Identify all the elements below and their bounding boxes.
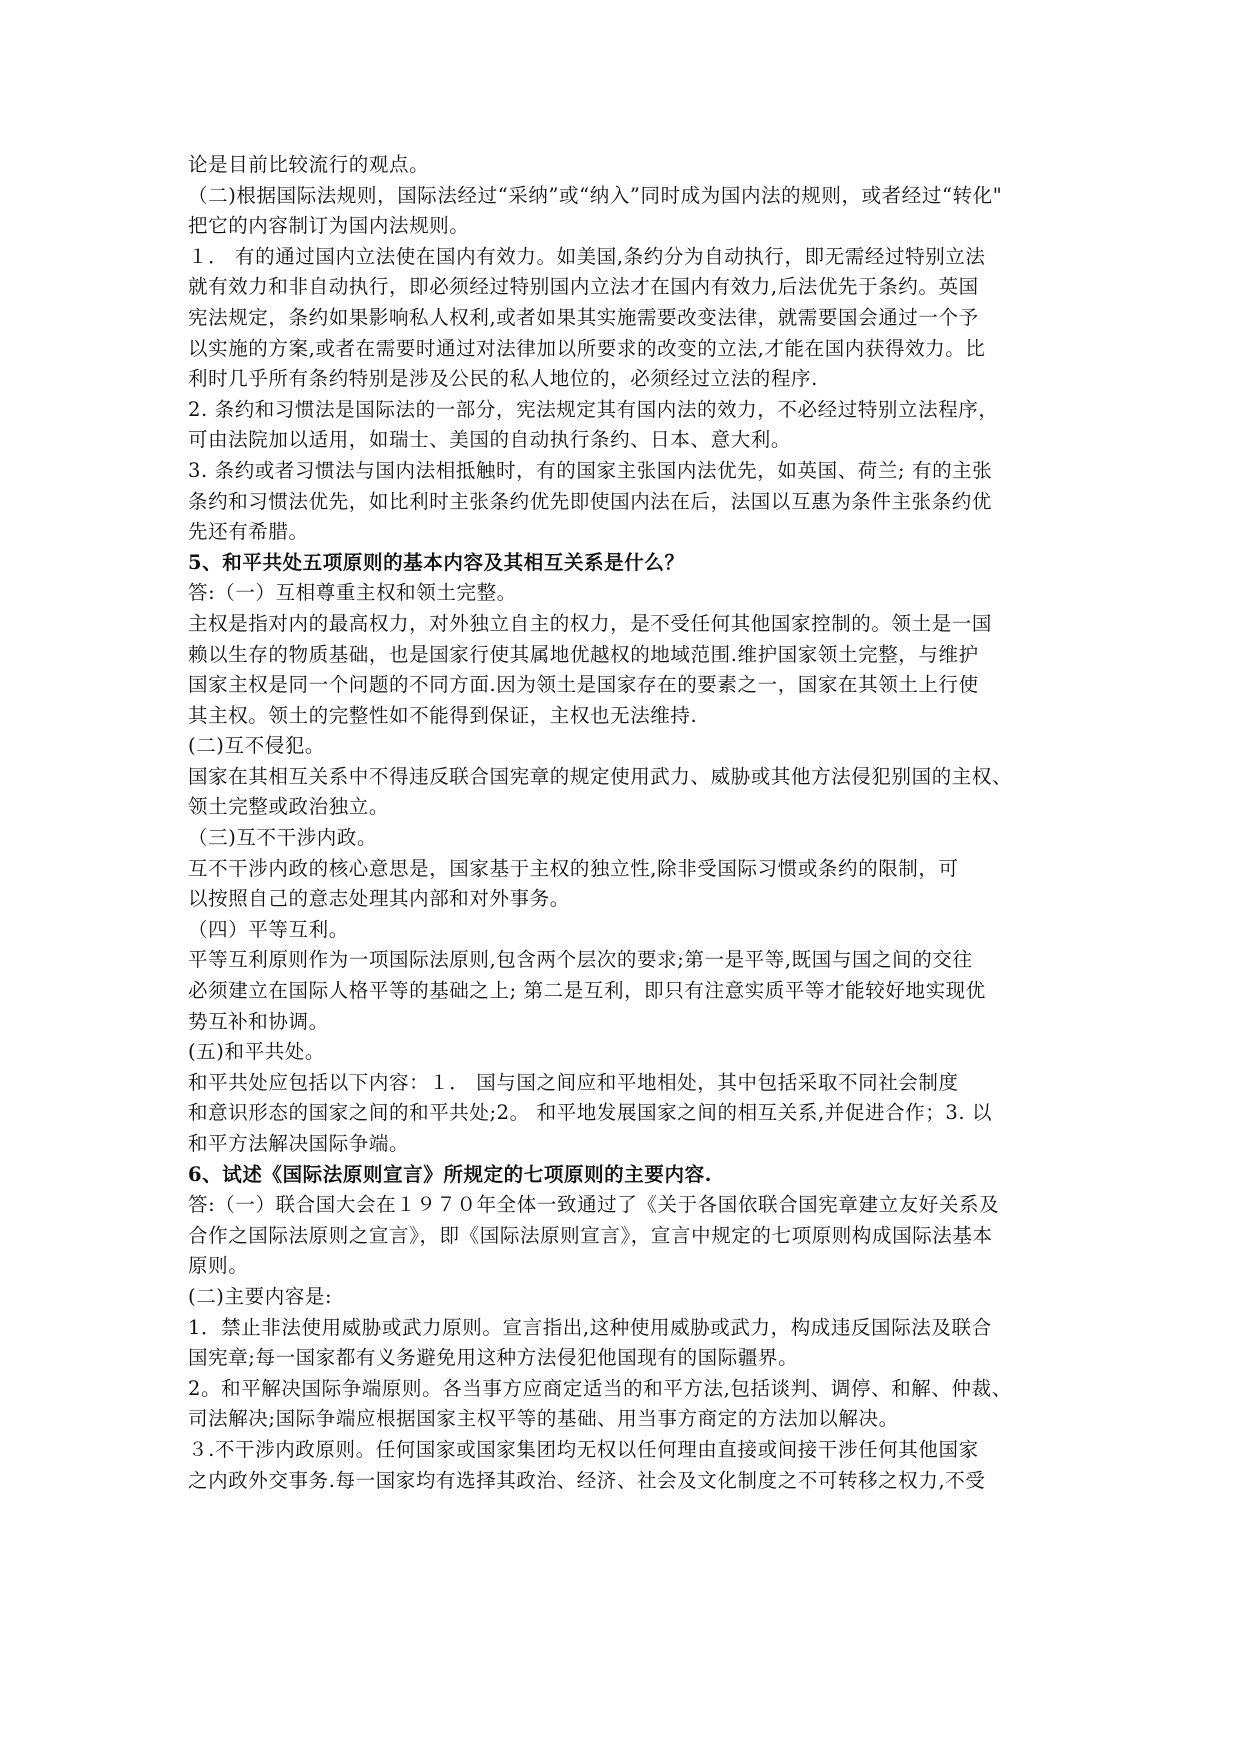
text-line: 国家在其相互关系中不得违反联合国宪章的规定使用武力、威胁或其他方法侵犯别国的主权、 [188,764,1013,788]
text-line: 和平方法解决国际争端。 [188,1132,410,1155]
text-line: 主权是指对内的最高权力，对外独立自主的权力，是不受任何其他国家控制的。领土是一国 [188,611,993,635]
text-line: 合作之国际法原则之宣言》，即《国际法原则宣言》，宣言中规定的七项原则构成国际法基本 [188,1223,993,1247]
text-line: 以按照自己的意志处理其内部和对外事务。 [188,887,570,911]
text-line: 2. 条约和习惯法是国际法的一部分，宪法规定其有国内法的效力，不必经过特别立法程序， [188,397,999,421]
text-line: 2。和平解决国际争端原则。各当事方应商定适当的和平方法,包括谈判、调停、和解、仲裁、 [188,1376,1012,1400]
text-line: （四）平等互利。 [188,917,349,941]
text-line: 论是目前比较流行的观点。 [188,153,430,176]
text-line: 平等互利原则作为一项国际法原则,包含两个层次的要求;第一是平等,既国与国之间的交往 [188,948,973,972]
text-line: 答:（一）互相尊重主权和领土完整。 [188,581,517,605]
text-line: 条约和习惯法优先，如比利时主张条约优先即使国内法在后，法国以互惠为条件主张条约优 [188,489,993,513]
text-line: 司法解决;国际争端应根据国家主权平等的基础、用当事方商定的方法加以解决。 [188,1407,899,1431]
section-heading: 5、和平共处五项原则的基本内容及其相互关系是什么？ [188,550,685,574]
text-line: 1．禁止非法使用威胁或武力原则。宣言指出,这种使用威胁或武力，构成违反国际法及联合 [188,1315,992,1339]
text-line: 互不干涉内政的核心意思是，国家基于主权的独立性,除非受国际习惯或条约的限制，可 [188,856,959,880]
document-page [188,150,1068,1496]
text-line: 国宪章;每一国家都有义务避免用这种方法侵犯他国现有的国际疆界。 [188,1346,799,1370]
text-line: ３.不干涉内政原则。任何国家或国家集团均无权以任何理由直接或间接干涉任何其他国家 [188,1437,979,1461]
text-line: 势互补和协调。 [188,1009,329,1033]
text-line: 3. 条约或者习惯法与国内法相抵触时，有的国家主张国内法优先，如英国、荷兰; 有的主张 [188,458,993,482]
text-line: 把它的内容制订为国内法规则。 [188,214,470,238]
text-line: 和意识形态的国家之间的和平共处;2。 和平地发展国家之间的相互关系,并促进合作；3. 以 [188,1101,993,1125]
text-line: 国家主权是同一个问题的不同方面.因为领土是国家存在的要素之一，国家在其领土上行使 [188,673,979,697]
text-line: 宪法规定，条约如果影响私人权利,或者如果其实施需要改变法律，就需要国会通过一个予 [188,305,979,329]
text-line: (五)和平共处。 [188,1040,326,1064]
text-line: 必须建立在国际人格平等的基础之上; 第二是互利，即只有注意实质平等才能较好地实现优 [188,979,986,1003]
text-line: 以实施的方案,或者在需要时通过对法律加以所要求的改变的立法,才能在国内获得效力。比 [188,336,986,360]
text-line: 赖以生存的物质基础，也是国家行使其属地优越权的地域范围.维护国家领土完整，与维护 [188,642,979,666]
text-line: 之内政外交事务.每一国家均有选择其政治、经济、社会及文化制度之不可转移之权力,不受 [188,1468,986,1492]
text-line: （三)互不干涉内政。 [188,826,378,850]
text-line: 先还有希腊。 [188,520,309,544]
text-line: 就有效力和非自动执行，即必须经过特别国内立法才在国内有效力,后法优先于条约。英国 [188,275,979,299]
text-line: 和平共处应包括以下内容：１． 国与国之间应和平地相处，其中包括采取不同社会制度 [188,1070,959,1094]
text-line: 可由法院加以适用，如瑞士、美国的自动执行条约、日本、意大利。 [188,428,792,452]
text-line: 领土完整或政治独立。 [188,795,390,819]
section-heading: 6、试述《国际法原则宣言》所规定的七项原则的主要内容. [188,1162,713,1186]
text-line: （二)根据国际法规则，国际法经过“采纳”或“纳入”同时成为国内法的规则，或者经过“转化" [188,183,1003,207]
text-line: (二)互不侵犯。 [188,734,326,758]
text-line: 答:（一）联合国大会在１９７０年全体一致通过了《关于各国依联合国宪章建立友好关系及 [188,1193,1000,1217]
text-line: 利时几乎所有条约特别是涉及公民的私人地位的，必须经过立法的程序. [188,367,818,391]
text-line: 其主权。领土的完整性如不能得到保证，主权也无法维持. [188,703,698,727]
text-line: (二)主要内容是: [188,1284,333,1308]
text-line: 原则。 [188,1254,249,1278]
text-line: １． 有的通过国内立法使在国内有效力。如美国,条约分为自动执行，即无需经过特别立法 [188,244,986,268]
